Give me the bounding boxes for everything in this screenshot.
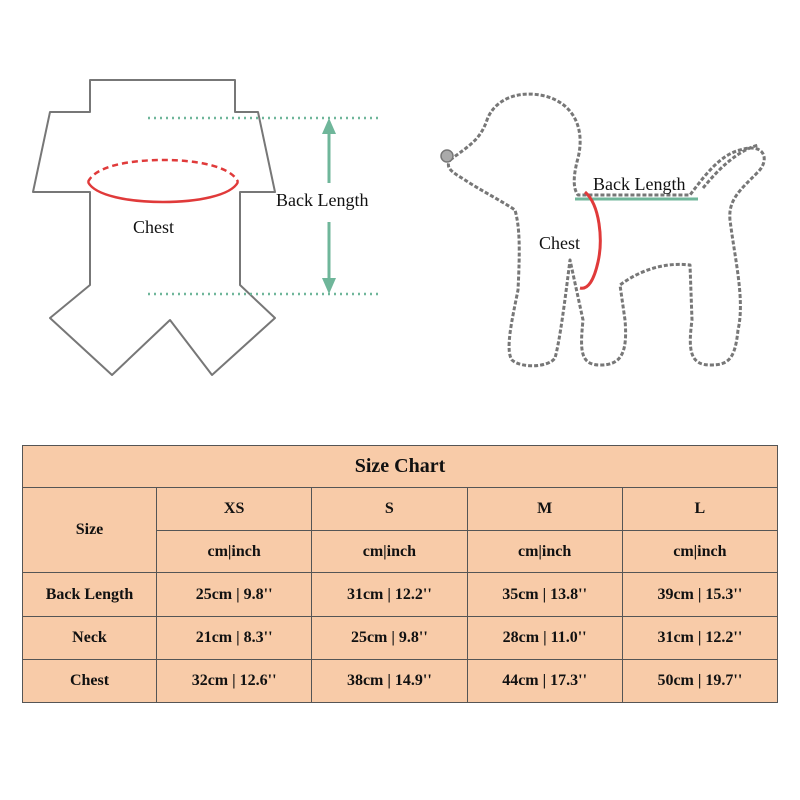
row-label-chest: Chest — [23, 659, 157, 702]
size-header: Size — [23, 488, 157, 573]
cell-value: 44cm | 17.3'' — [467, 659, 622, 702]
unit-label-xs: cm|inch — [157, 531, 312, 573]
row-label-back-length: Back Length — [23, 573, 157, 616]
dog-outline — [448, 94, 764, 366]
cell-value: 21cm | 8.3'' — [157, 616, 312, 659]
table-row — [23, 616, 778, 659]
cell-value: 31cm | 12.2'' — [312, 573, 467, 616]
cell-value: 38cm | 14.9'' — [312, 659, 467, 702]
dog-nose — [441, 150, 453, 162]
cell-value: 50cm | 19.7'' — [622, 659, 777, 702]
cell-value: 25cm | 9.8'' — [312, 616, 467, 659]
cell-value: 32cm | 12.6'' — [157, 659, 312, 702]
unit-label-m: cm|inch — [467, 531, 622, 573]
size-l: L — [622, 488, 777, 531]
size-s: S — [312, 488, 467, 531]
shirt-back-length-label: Back Length — [276, 190, 369, 210]
cell-value: 28cm | 11.0'' — [467, 616, 622, 659]
unit-label-s: cm|inch — [312, 531, 467, 573]
dog-chest-loop — [580, 192, 600, 288]
dog-chest-label: Chest — [539, 233, 581, 253]
row-label-neck: Neck — [23, 616, 157, 659]
table-row — [23, 659, 778, 702]
unit-label-l: cm|inch — [622, 531, 777, 573]
shirt-chest-label: Chest — [133, 217, 175, 237]
cell-value: 39cm | 15.3'' — [622, 573, 777, 616]
size-chart-table — [22, 445, 778, 703]
cell-value: 35cm | 13.8'' — [467, 573, 622, 616]
size-xs: XS — [157, 488, 312, 531]
cell-value: 31cm | 12.2'' — [622, 616, 777, 659]
table-row — [23, 573, 778, 616]
size-m: M — [467, 488, 622, 531]
size-chart-title: Size Chart — [23, 446, 778, 488]
dog-back-length-label: Back Length — [593, 174, 686, 194]
cell-value: 25cm | 9.8'' — [157, 573, 312, 616]
